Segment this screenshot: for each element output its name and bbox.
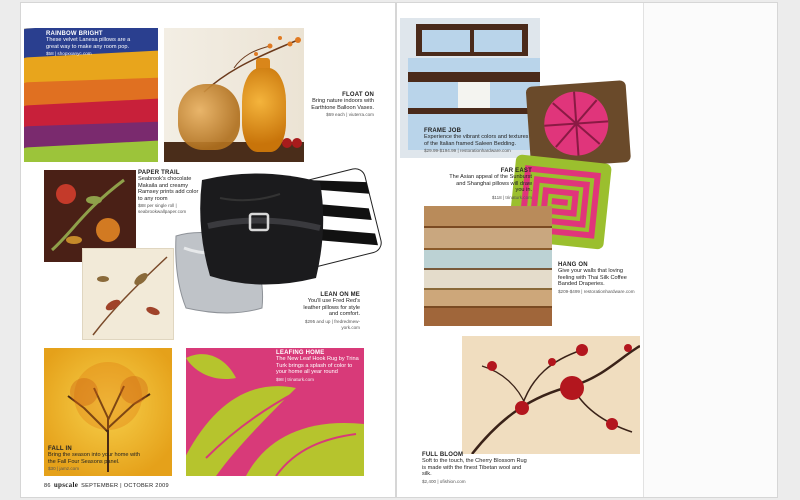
issue-date: SEPTEMBER | OCTOBER 2009: [81, 483, 169, 489]
caption-title: LEAN ON ME: [320, 292, 360, 298]
caption-price: $295 and up | fredredmew-york.com: [304, 318, 360, 331]
caption-title: HANG ON: [558, 262, 588, 268]
pomegranate: [282, 138, 292, 148]
pomegranate: [292, 138, 302, 148]
caption-desc: You'll use Fred Red's leather pillows for style and comfort.: [303, 298, 360, 318]
caption-price: $58 | shopxxanyc.com: [46, 51, 92, 57]
caption-title: RAINBOW BRIGHT: [46, 31, 103, 37]
caption-title: FLOAT ON: [342, 92, 374, 98]
caption-full-bloom: [422, 452, 532, 485]
caption-price: $209-$499 | restorationhardware.com: [558, 288, 635, 294]
caption-price: $118 | trinaturk.com: [491, 194, 532, 200]
caption-leafing-home: [276, 350, 362, 383]
caption-float-on: [300, 92, 374, 119]
page-number: 86: [44, 483, 51, 489]
caption-desc: Bring nature indoors with Earthtone Balloon Vases.: [311, 98, 374, 111]
caption-desc: The New Leaf Hook Rug by Trina Turk brings a splash of color to your home all year round: [276, 356, 359, 376]
silk-draperies-photo: [424, 206, 552, 326]
caption-title: FALL IN: [48, 446, 72, 452]
caption-desc: These velvet Lanesa pillows are a great way to make any room pop.: [46, 37, 131, 50]
caption-price: $69 each | viuterra.com: [326, 112, 374, 118]
magazine-brand: upscale: [53, 481, 79, 489]
caption-desc: Seabrook's chocolate Makaila and creamy Ramsey prints add color to any room: [138, 176, 199, 202]
caption-title: FAR EAST: [500, 168, 532, 174]
caption-hang-on: [558, 262, 638, 295]
page-footer: [44, 481, 169, 489]
caption-rainbow-bright: [46, 31, 138, 58]
caption-title: FRAME JOB: [424, 128, 462, 134]
caption-title: PAPER TRAIL: [138, 170, 180, 176]
cream-wallpaper-swatch: [82, 248, 174, 340]
caption-desc: Soft to the touch, the Cherry Blossom Rug is made with the finest Tibetan wool and silk.: [422, 458, 527, 478]
cherry-blossom-rug: [462, 336, 640, 454]
caption-desc: Bring the season into your home with the Fall Four Seasons panel.: [48, 452, 141, 465]
blossom-illustration: [462, 336, 640, 454]
caption-price: $88 per single roll | seabrookwallpaper.com: [138, 203, 187, 215]
caption-price: $2,400 | ofishion.com: [422, 478, 466, 484]
caption-lean-on-me: [294, 292, 360, 331]
caption-price: $98 | trinaturk.com: [276, 376, 314, 382]
vine-pattern: [83, 249, 174, 340]
caption-title: LEAFING HOME: [276, 350, 325, 356]
page-flap: [643, 3, 777, 497]
caption-price: $30 | jamz.com: [48, 466, 80, 472]
caption-title: FULL BLOOM: [422, 452, 464, 458]
round-vase: [178, 84, 240, 150]
caption-far-east: [448, 168, 532, 201]
vases-photo: [164, 28, 304, 162]
caption-desc: The Asian appeal of the Sunburst and Shanghai pillows will draw you in.: [449, 174, 532, 194]
caption-desc: Give your walls that loving feeling with Thai Silk Coffee Banded Draperies.: [558, 268, 627, 288]
caption-fall-in: [48, 446, 148, 473]
caption-desc: Experience the vibrant colors and textures of the Italian framed Saleen Bedding.: [424, 134, 529, 147]
caption-price: $29.99-$194.99 | restorationhardware.com: [424, 148, 511, 154]
tall-vase: [242, 68, 286, 152]
